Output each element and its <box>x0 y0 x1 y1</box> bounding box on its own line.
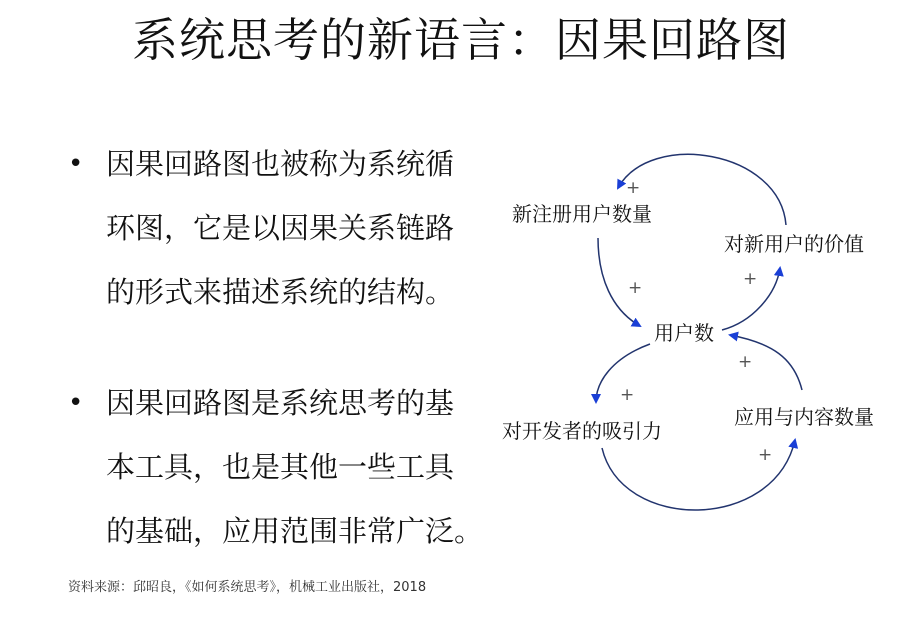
node-users: 用户数 <box>654 321 714 345</box>
node-new-users: 新注册用户数量 <box>512 202 652 226</box>
source-citation: 资料来源：邱昭良，《如何系统思考》，机械工业出版社，2018 <box>68 580 427 595</box>
bullet-text-line: 环图，它是以因果关系链路 <box>106 211 455 245</box>
node-value-new-users: 对新用户的价值 <box>724 232 864 256</box>
polarity-sign: + <box>628 278 643 298</box>
page-title: 系统思考的新语言：因果回路图 <box>132 13 790 67</box>
node-apps-content: 应用与内容数量 <box>734 405 874 429</box>
bullet-text-line: 的形式来描述系统的结构。 <box>106 275 455 309</box>
bullet-text-line: 的基础，应用范围非常广泛。 <box>106 514 484 548</box>
bullet-item <box>68 371 488 563</box>
polarity-sign: + <box>620 385 635 405</box>
polarity-sign: + <box>743 269 758 289</box>
polarity-sign: + <box>626 178 641 198</box>
bullet-marker: • <box>68 388 84 418</box>
bullet-text-line: 因果回路图是系统思考的基 <box>106 386 455 420</box>
bullet-text-line: 因果回路图也被称为系统循 <box>106 147 455 181</box>
causal-loop-diagram <box>490 130 922 530</box>
polarity-sign: + <box>738 352 753 372</box>
causal-loop-svg <box>490 130 922 530</box>
bullet-list <box>68 132 488 563</box>
bullet-item <box>68 132 488 324</box>
bullet-text-line: 本工具，也是其他一些工具 <box>106 450 455 484</box>
bullet-marker: • <box>68 149 84 179</box>
node-dev-attraction: 对开发者的吸引力 <box>502 419 662 443</box>
polarity-sign: + <box>758 445 773 465</box>
